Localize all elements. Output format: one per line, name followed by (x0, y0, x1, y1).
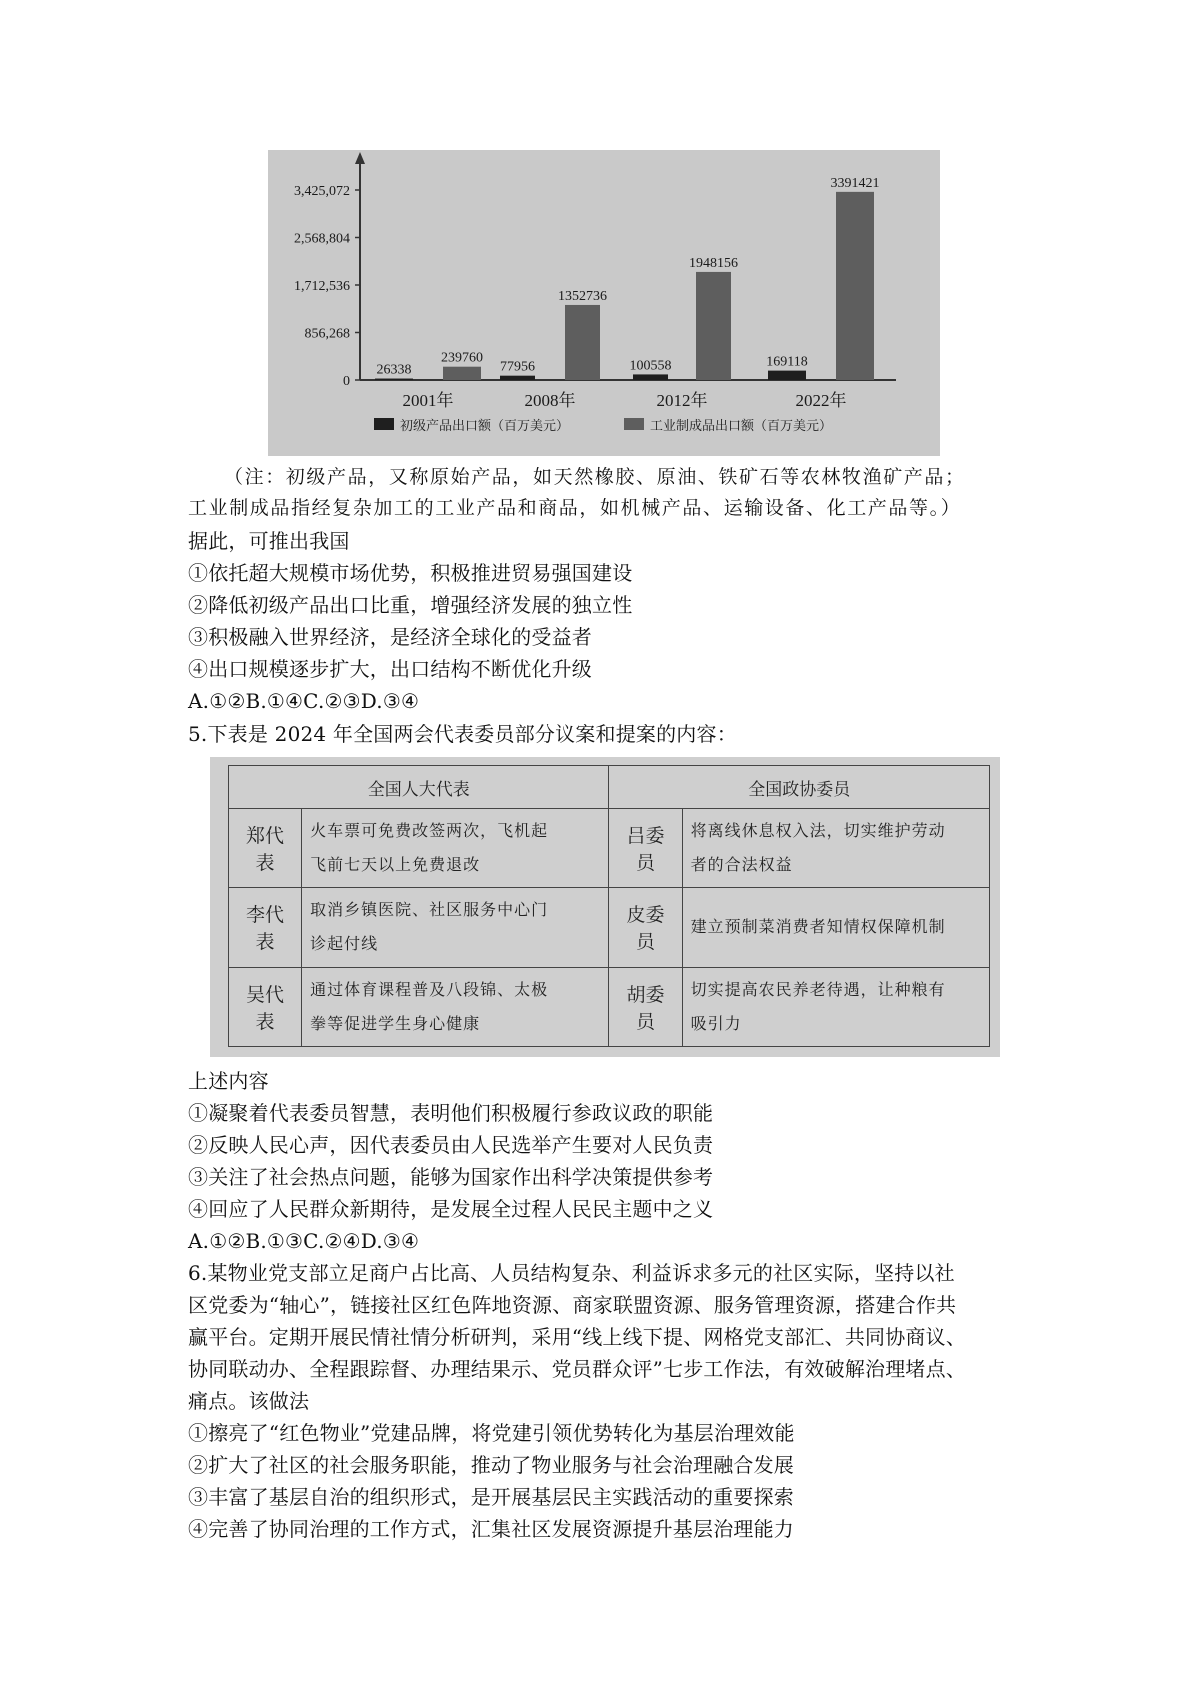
q4-option-2: ②降低初级产品出口比重，增强经济发展的独立性 (188, 593, 633, 617)
header-npc-deputies: 全国人大代表 (229, 766, 609, 809)
y-axis-arrow-icon (355, 152, 365, 164)
proposal-table-image (210, 757, 1000, 1057)
bar-value-label: 100558 (629, 358, 672, 374)
proposal-table (228, 765, 990, 1047)
q6-stem-line-5: 痛点。该做法 (188, 1389, 310, 1413)
bar-manufactured (836, 192, 874, 380)
bar-value-label: 239760 (441, 350, 483, 366)
x-tick-label: 2022年 (795, 391, 847, 410)
member-name: 胡委员 (609, 967, 682, 1046)
bar-primary (500, 376, 535, 380)
chart-note-line-2: 工业制成品指经复杂加工的工业产品和商品，如机械产品、运输设备、化工产品等。） (188, 497, 962, 519)
header-cppcc-members: 全国政协委员 (609, 766, 990, 809)
bar-primary (375, 379, 413, 380)
bar-manufactured (443, 367, 481, 380)
bar-value-label: 169118 (766, 354, 808, 370)
y-tick-label: 1,712,536 (294, 279, 350, 294)
x-tick-label: 2001年 (402, 391, 454, 410)
q5-option-4: ④回应了人民群众新期待，是发展全过程人民民主题中之义 (188, 1197, 714, 1221)
q6-stem-line-3: 赢平台。定期开展民情社情分析研判，采用“线上线下提、网格党支部汇、共同协商议、 (188, 1325, 967, 1349)
chart-svg (268, 150, 940, 456)
member-proposal: 将离线休息权入法，切实维护劳动 者的合法权益 (682, 809, 989, 888)
deputy-name: 吴代表 (229, 967, 302, 1046)
q6-stem-line-1: 6.某物业党支部立足商户占比高、人员结构复杂、利益诉求多元的社区实际，坚持以社 (188, 1261, 955, 1285)
deputy-proposal: 取消乡镇医院、社区服务中心门 诊起付线 (302, 888, 609, 967)
q4-answer-choices: A.①②B.①④C.②③D.③④ (188, 689, 420, 713)
q6-option-4: ④完善了协同治理的工作方式，汇集社区发展资源提升基层治理能力 (188, 1517, 794, 1541)
y-tick-label: 856,268 (304, 326, 350, 342)
q5-lead: 上述内容 (188, 1069, 269, 1093)
y-tick-label: 2,568,804 (294, 231, 350, 247)
table-row (229, 888, 990, 967)
member-proposal: 切实提高农民养老待遇，让种粮有 吸引力 (682, 967, 989, 1046)
bar-value-label: 3391421 (830, 175, 880, 191)
deputy-name: 李代表 (229, 888, 302, 967)
deputy-proposal: 通过体育课程普及八段锦、太极 拳等促进学生身心健康 (302, 967, 609, 1046)
export-bar-chart (268, 150, 940, 456)
member-name: 皮委员 (609, 888, 682, 967)
member-name: 吕委员 (609, 809, 682, 888)
deputy-proposal: 火车票可免费改签两次，飞机起 飞前七天以上免费退改 (302, 809, 609, 888)
y-tick-label: 0 (343, 374, 350, 389)
legend-swatch-manufactured (624, 418, 644, 430)
q6-option-1: ①擦亮了“红色物业”党建品牌，将党建引领优势转化为基层治理效能 (188, 1421, 795, 1445)
bar-value-label: 26338 (376, 362, 412, 378)
q6-stem-line-2: 区党委为“轴心”，链接社区红色阵地资源、商家联盟资源、服务管理资源，搭建合作共 (188, 1293, 957, 1317)
legend-swatch-primary (374, 418, 394, 430)
legend-label-manufactured: 工业制成品出口额（百万美元） (650, 418, 833, 433)
bar-primary (768, 371, 806, 380)
x-tick-label: 2008年 (524, 391, 576, 410)
bar-primary (633, 374, 668, 380)
q4-option-4: ④出口规模逐步扩大，出口结构不断优化升级 (188, 657, 592, 681)
y-tick-label: 3,425,072 (294, 184, 350, 199)
bar-value-label: 77956 (500, 359, 535, 375)
q5-answer-choices: A.①②B.①③C.②④D.③④ (188, 1229, 420, 1253)
table-row (229, 809, 990, 888)
q5-option-3: ③关注了社会热点问题，能够为国家作出科学决策提供参考 (188, 1165, 714, 1189)
q6-option-2: ②扩大了社区的社会服务职能，推动了物业服务与社会治理融合发展 (188, 1453, 794, 1477)
x-tick-label: 2012年 (656, 391, 708, 410)
table-header-row (229, 766, 990, 809)
q5-stem: 5.下表是 2024 年全国两会代表委员部分议案和提案的内容： (188, 722, 737, 746)
q4-stem: 据此，可推出我国 (188, 529, 350, 553)
legend-label-primary: 初级产品出口额（百万美元） (400, 418, 570, 433)
bar-manufactured (696, 272, 731, 380)
q4-option-1: ①依托超大规模市场优势，积极推进贸易强国建设 (188, 561, 633, 585)
deputy-name: 郑代表 (229, 809, 302, 888)
table-row (229, 967, 990, 1046)
member-proposal: 建立预制菜消费者知情权保障机制 (682, 888, 989, 967)
q6-stem-line-4: 协同联动办、全程跟踪督、办理结果示、党员群众评”七步工作法，有效破解治理堵点、 (188, 1357, 967, 1381)
q5-option-2: ②反映人民心声，因代表委员由人民选举产生要对人民负责 (188, 1133, 714, 1157)
q5-option-1: ①凝聚着代表委员智慧，表明他们积极履行参政议政的职能 (188, 1101, 714, 1125)
q6-option-3: ③丰富了基层自治的组织形式，是开展基层民主实践活动的重要探索 (188, 1485, 794, 1509)
chart-note-line-1: （注：初级产品，又称原始产品，如天然橡胶、原油、铁矿石等农林牧渔矿产品； (224, 466, 966, 488)
bar-value-label: 1948156 (689, 255, 738, 271)
bar-manufactured (565, 305, 600, 380)
bar-value-label: 1352736 (558, 288, 607, 304)
q4-option-3: ③积极融入世界经济，是经济全球化的受益者 (188, 625, 592, 649)
